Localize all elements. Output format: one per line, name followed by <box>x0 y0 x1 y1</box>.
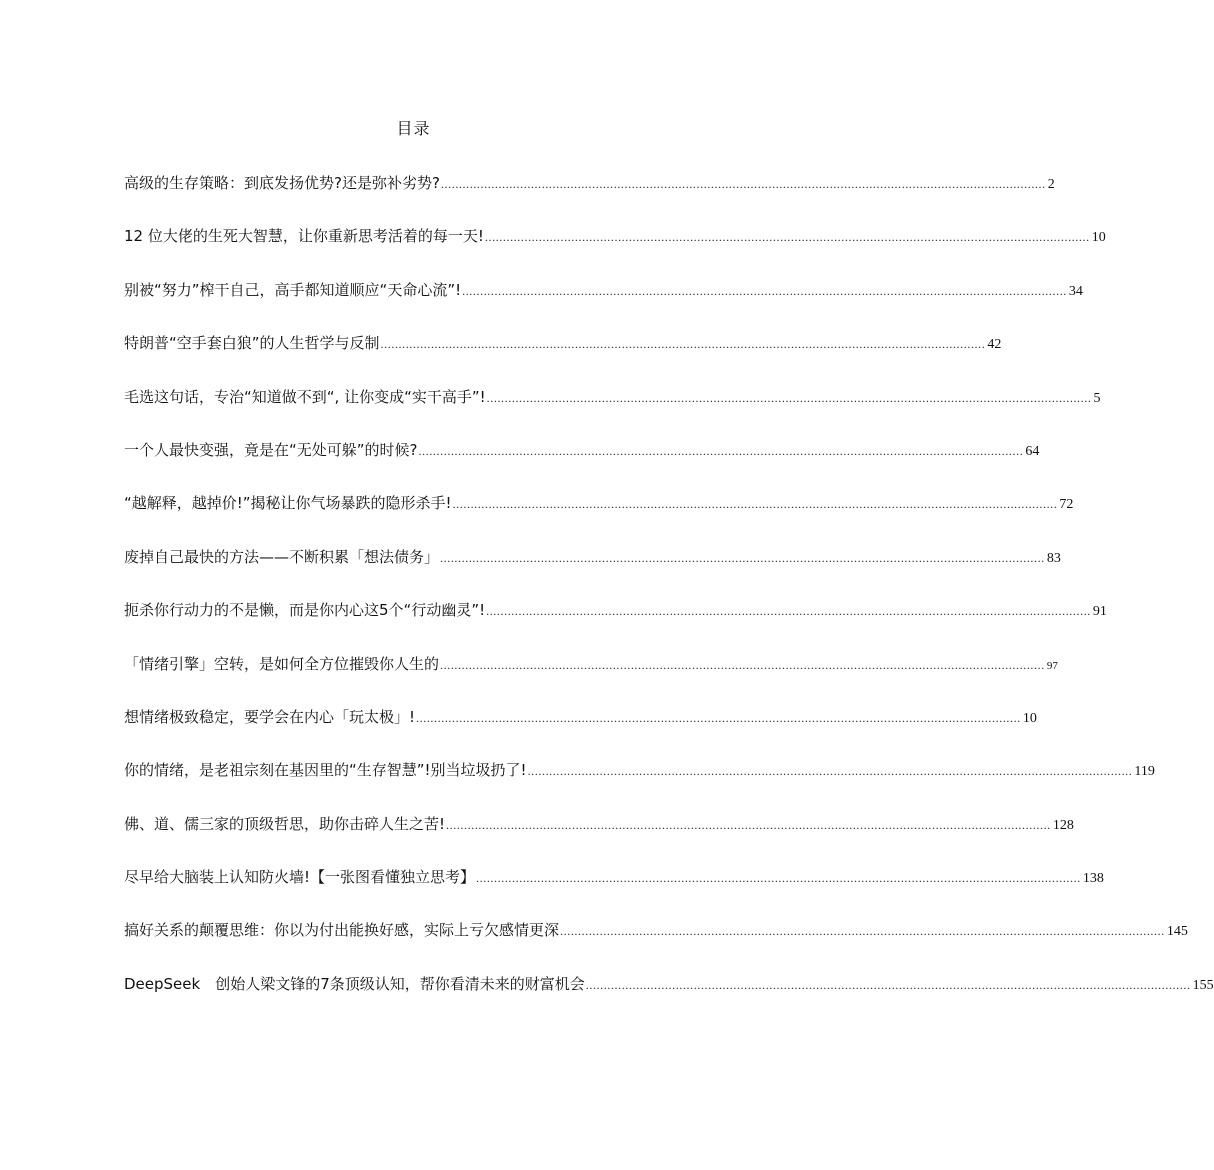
toc-entry-title: 毛选这句话，专治“知道做不到“, 让你变成“实干高手”! <box>124 387 486 406</box>
toc-entry-title: 尽早给大脑装上认知防火墙!【一张图看懂独立思考】 <box>124 868 476 887</box>
toc-entry-title: 佛、道、儒三家的顶级哲思，助你击碎人生之苦! <box>124 814 446 833</box>
dot-leader <box>486 600 1091 622</box>
toc-entry-page: 10 <box>1091 230 1106 246</box>
toc-title: 目录 <box>396 119 431 138</box>
toc-entry-page: 42 <box>987 337 1002 353</box>
dot-leader <box>440 547 1045 569</box>
toc-entry-page: 5 <box>1093 390 1101 406</box>
toc-entry[interactable] <box>124 279 1083 332</box>
toc-entry[interactable] <box>124 172 1055 225</box>
toc-entry-page: 91 <box>1092 604 1107 620</box>
toc-entry[interactable] <box>124 973 1214 1026</box>
dot-leader <box>441 173 1046 195</box>
toc-entry-title: 别被“努力”榨干自己，高手都知道顺应“天命心流”! <box>124 280 462 299</box>
toc-entry-title: 12 位大佬的生死大智慧，让你重新思考活着的每一天! <box>124 227 484 246</box>
dot-leader <box>487 387 1092 409</box>
toc-entry-title: 「情绪引擎」空转，是如何全方位摧毁你人生的 <box>124 654 440 673</box>
toc-entry[interactable] <box>124 439 1040 492</box>
toc-entry-page: 64 <box>1025 443 1040 459</box>
toc-entry-page: 2 <box>1047 177 1055 192</box>
toc-entry-title: “越解释，越掉价!”揭秘让你气场暴跌的隐形杀手! <box>124 494 452 513</box>
dot-leader <box>462 280 1067 302</box>
toc-entry[interactable] <box>124 706 1037 759</box>
toc-entry[interactable] <box>124 866 1104 919</box>
toc-entry-page: 138 <box>1082 871 1104 887</box>
toc-entry[interactable] <box>124 813 1074 866</box>
toc-entry-title: 搞好关系的颠覆思维：你以为付出能换好感，实际上亏欠感情更深 <box>124 921 560 940</box>
toc-entry[interactable] <box>124 386 1101 439</box>
toc-entry-title: 你的情绪，是老祖宗刻在基因里的“生存智慧”!别当垃圾扔了! <box>124 761 527 780</box>
dot-leader <box>453 493 1058 515</box>
toc-entry-title: 扼杀你行动力的不是懒，而是你内心这5个“行动幽灵”! <box>124 601 486 620</box>
toc-list <box>124 172 1214 1026</box>
toc-entry-title: 废掉自己最快的方法——不断积累「想法债务」 <box>124 547 440 566</box>
dot-leader <box>528 760 1133 782</box>
toc-entry-page: 83 <box>1046 550 1061 566</box>
dot-leader <box>416 707 1021 729</box>
toc-entry[interactable] <box>124 546 1061 599</box>
toc-entry-page: 145 <box>1166 924 1188 940</box>
toc-entry[interactable] <box>124 599 1107 652</box>
toc-entry[interactable] <box>124 759 1155 812</box>
dot-leader <box>419 440 1024 462</box>
dot-leader <box>586 974 1191 996</box>
toc-entry-title: 特朗普“空手套白狼”的人生哲学与反制 <box>124 334 380 353</box>
dot-leader <box>440 654 1045 676</box>
dot-leader <box>485 226 1090 248</box>
toc-entry[interactable] <box>124 225 1106 278</box>
toc-entry[interactable] <box>124 653 1058 706</box>
toc-entry-page: 10 <box>1022 710 1037 726</box>
toc-entry-page: 128 <box>1052 817 1074 833</box>
toc-entry[interactable] <box>124 919 1188 972</box>
toc-entry-page: 72 <box>1059 497 1074 513</box>
dot-leader <box>476 867 1081 889</box>
toc-entry-title: 一个人最快变强，竟是在“无处可躲”的时候? <box>124 440 418 459</box>
toc-entry-title: 高级的生存策略：到底发扬优势?还是弥补劣势? <box>124 174 440 192</box>
toc-entry-title: 想情绪极致稳定，要学会在内心「玩太极」! <box>124 707 416 726</box>
dot-leader <box>381 333 986 355</box>
toc-entry-page: 34 <box>1068 283 1083 299</box>
toc-entry-page: 155 <box>1192 977 1214 993</box>
toc-entry-page: 119 <box>1134 764 1155 780</box>
toc-entry-page: 97 <box>1046 659 1058 672</box>
dot-leader <box>560 920 1165 942</box>
toc-entry-title: DeepSeek 创始人梁文锋的7条顶级认知，帮你看清未来的财富机会 <box>124 974 585 993</box>
toc-entry[interactable] <box>124 332 1002 385</box>
dot-leader <box>446 814 1051 836</box>
toc-entry[interactable] <box>124 492 1074 545</box>
